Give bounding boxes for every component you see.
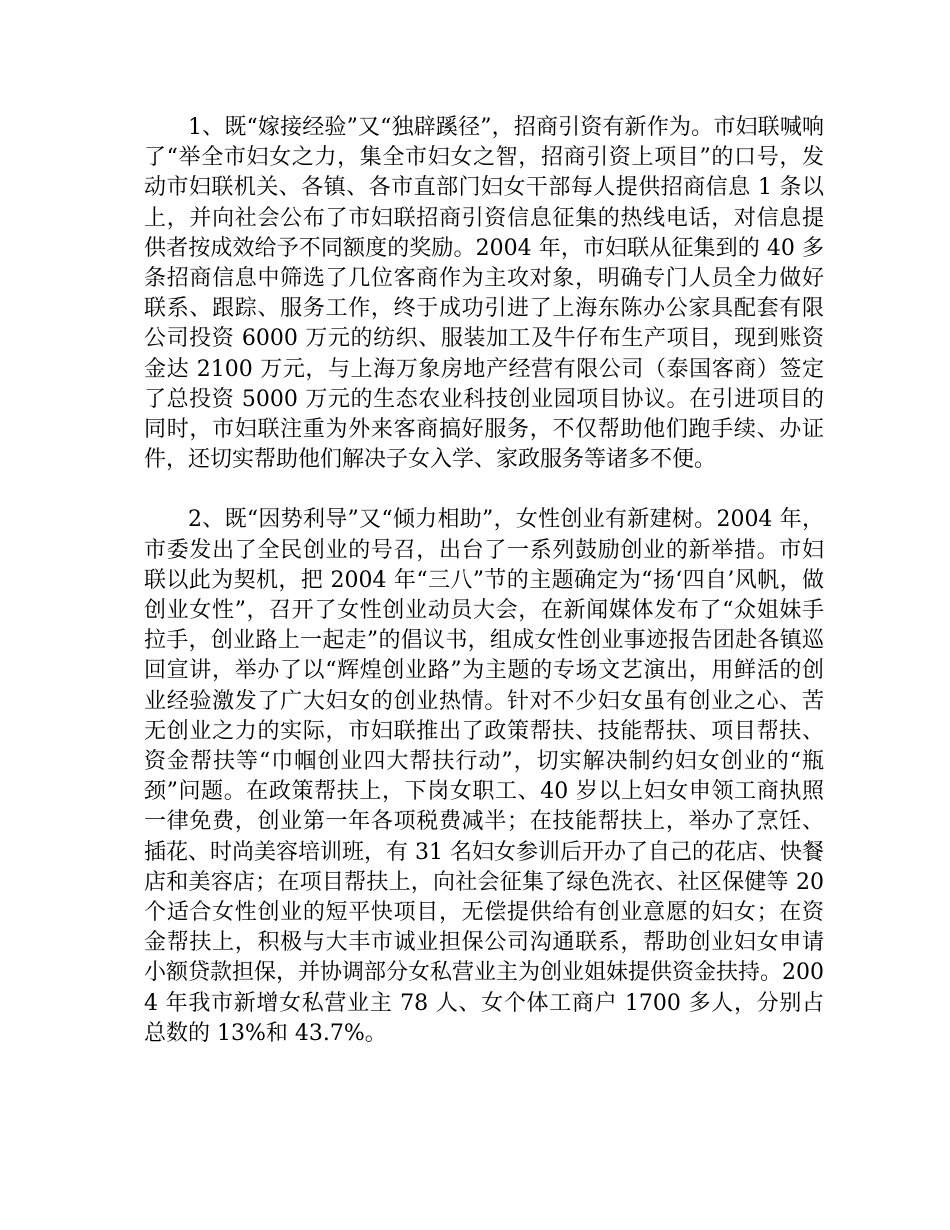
document-body xyxy=(144,113,824,1049)
paragraph-investment: 1、既“嫁接经验”又“独辟蹊径”，招商引资有新作为。市妇联喊响了“举全市妇女之力，集全市妇女之智，招商引资上项目”的口号，发动市妇联机关、各镇、各市直部门妇女干部每人提供招商信息 1 条以上，并向社会公布了市妇联招商引资信息征集的热线电话，对信息提供者按成效给予不同额度的奖励。2004 年，市妇联从征集到的 40 多条招商信息中筛选了几位客商作为主攻对象，明确专门人员全力做好联系、跟踪、服务工作，终于成功引进了上海东陈办公家具配套有限公司投资 6000 万元的纺织、服装加工及牛仔布生产项目，现到账资金达 2100 万元，与上海万象房地产经营有限公司（泰国客商）签定了总投资 5000 万元的生态农业科技创业园项目协议。在引进项目的同时，市妇联注重为外来客商搞好服务，不仅帮助他们跑手续、办证件，还切实帮助他们解决子女入学、家政服务等诸多不便。 xyxy=(144,115,824,473)
paragraph-entrepreneurship: 2、既“因势利导”又“倾力相助”，女性创业有新建树。2004 年，市委发出了全民创业的号召，出台了一系列鼓励创业的新举措。市妇联以此为契机，把 2004 年“三八”节的主题确定为“扬‘四自’风帆，做创业女性”，召开了女性创业动员大会，在新闻媒体发布了“众姐妹手拉手，创业路上一起走”的倡议书，组成女性创业事迹报告团赴各镇巡回宣讲，举办了以“辉煌创业路”为主题的专场文艺演出，用鲜活的创业经验激发了广大妇女的创业热情。针对不少妇女虽有创业之心、苦无创业之力的实际，市妇联推出了政策帮扶、技能帮扶、项目帮扶、资金帮扶等“巾帼创业四大帮扶行动”，切实解决制约妇女创业的“瓶颈”问题。在政策帮扶上，下岗女职工、40 岁以上妇女申领工商执照一律免费，创业第一年各项税费减半；在技能帮扶上，举办了烹饪、插花、时尚美容培训班，有 31 名妇女参训后开办了自己的花店、快餐店和美容店；在项目帮扶上，向社会征集了绿色洗衣、社区保健等 20 个适合女性创业的短平快项目，无偿提供给有创业意愿的妇女；在资金帮扶上，积极与大丰市诚业担保公司沟通联系，帮助创业妇女申请小额贷款担保，并协调部分女私营业主为创业姐妹提供资金扶持。2004 年我市新增女私营业主 78 人、女个体工商户 1700 多人，分别占总数的 13%和 43.7%。 xyxy=(144,507,824,1046)
